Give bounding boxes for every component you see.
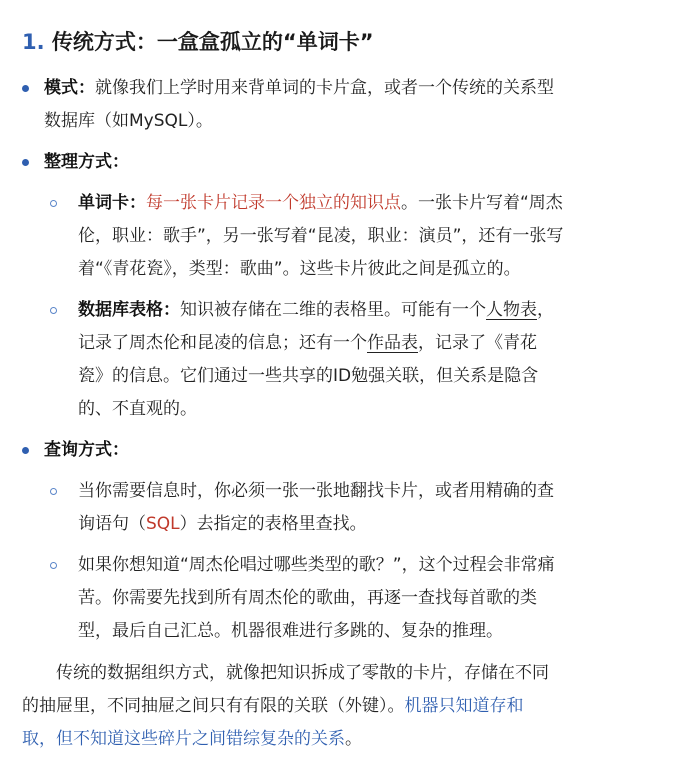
card-highlight: 每一张卡片记录一个独立的知识点 xyxy=(146,193,401,213)
sql-term: SQL xyxy=(146,514,180,534)
card-subitem xyxy=(78,187,563,286)
table-subitem xyxy=(78,294,554,426)
table-label: 数据库表格： xyxy=(78,300,180,320)
bullet-dot-icon xyxy=(22,159,29,166)
summary-highlight-2: 取，但不知道这些碎片之间错综复杂的关系 xyxy=(22,729,345,749)
heading-number: 1. xyxy=(22,30,45,54)
card-text-line2: 伦，职业：歌手”，另一张写着“昆凌，职业：演员”，还有一张写 xyxy=(78,226,564,246)
works-table-term: 作品表 xyxy=(367,333,418,353)
bullet-ring-icon xyxy=(50,307,57,314)
bullet-ring-icon xyxy=(50,488,57,495)
mode-text-line2: 数据库（如MySQL）。 xyxy=(44,111,213,131)
mode-text-line1: 就像我们上学时用来背单词的卡片盒，或者一个传统的关系型 xyxy=(95,78,554,98)
summary-paragraph xyxy=(22,657,549,756)
query1-text-line1: 当你需要信息时，你必须一张一张地翻找卡片，或者用精确的查 xyxy=(78,481,554,501)
table-text-line2-end: ，记录了《青花 xyxy=(418,333,537,353)
bullet-ring-icon xyxy=(50,200,57,207)
query1-text-line2: 询语句（ xyxy=(78,514,146,534)
table-text-line1: 知识被存储在二维的表格里。可能有一个 xyxy=(180,300,486,320)
query-label: 查询方式： xyxy=(44,440,129,460)
query2-text-line1: 如果你想知道“周杰伦唱过哪些类型的歌？”，这个过程会非常痛 xyxy=(78,555,555,575)
mode-label: 模式： xyxy=(44,78,95,98)
bullet-ring-icon xyxy=(50,562,57,569)
query2-text-line2: 苦。你需要先找到所有周杰伦的歌曲，再逐一查找每首歌的类 xyxy=(78,588,537,608)
mode-item xyxy=(44,72,554,138)
query-item xyxy=(44,434,129,467)
summary-highlight-1: 机器只知道存和 xyxy=(404,696,524,716)
query-subitem-1 xyxy=(78,475,554,541)
card-text-line1: 。一张卡片写着“周杰 xyxy=(401,193,563,213)
heading-text: 传统方式：一盒盒孤立的“单词卡” xyxy=(51,30,374,54)
summary-end: 。 xyxy=(345,729,362,749)
bullet-dot-icon xyxy=(22,447,29,454)
person-table-term: 人物表 xyxy=(486,300,537,320)
query-subitem-2 xyxy=(78,549,555,648)
table-text-line3: 瓷》的信息。它们通过一些共享的ID勉强关联，但关系是隐含 xyxy=(78,366,539,386)
organize-label: 整理方式： xyxy=(44,152,129,172)
bullet-dot-icon xyxy=(22,85,29,92)
summary-line2: 的抽屉里，不同抽屉之间只有有限的关联（外键）。 xyxy=(22,696,405,716)
table-text-line4: 的、不直观的。 xyxy=(78,399,197,419)
query2-text-line3: 型，最后自己汇总。机器很难进行多跳的、复杂的推理。 xyxy=(78,621,503,641)
summary-line1: 传统的数据组织方式，就像把知识拆成了零散的卡片，存储在不同 xyxy=(56,663,549,683)
organize-item xyxy=(44,146,129,179)
card-text-line3: 着“《青花瓷》，类型：歌曲”。这些卡片彼此之间是孤立的。 xyxy=(78,259,521,279)
section-heading xyxy=(22,26,374,56)
query1-text-line2-end: ）去指定的表格里查找。 xyxy=(179,514,367,534)
table-text-line2: 记录了周杰伦和昆凌的信息；还有一个 xyxy=(78,333,367,353)
watermark xyxy=(584,712,674,746)
table-text-comma: ， xyxy=(537,300,554,320)
card-label: 单词卡： xyxy=(78,193,146,213)
